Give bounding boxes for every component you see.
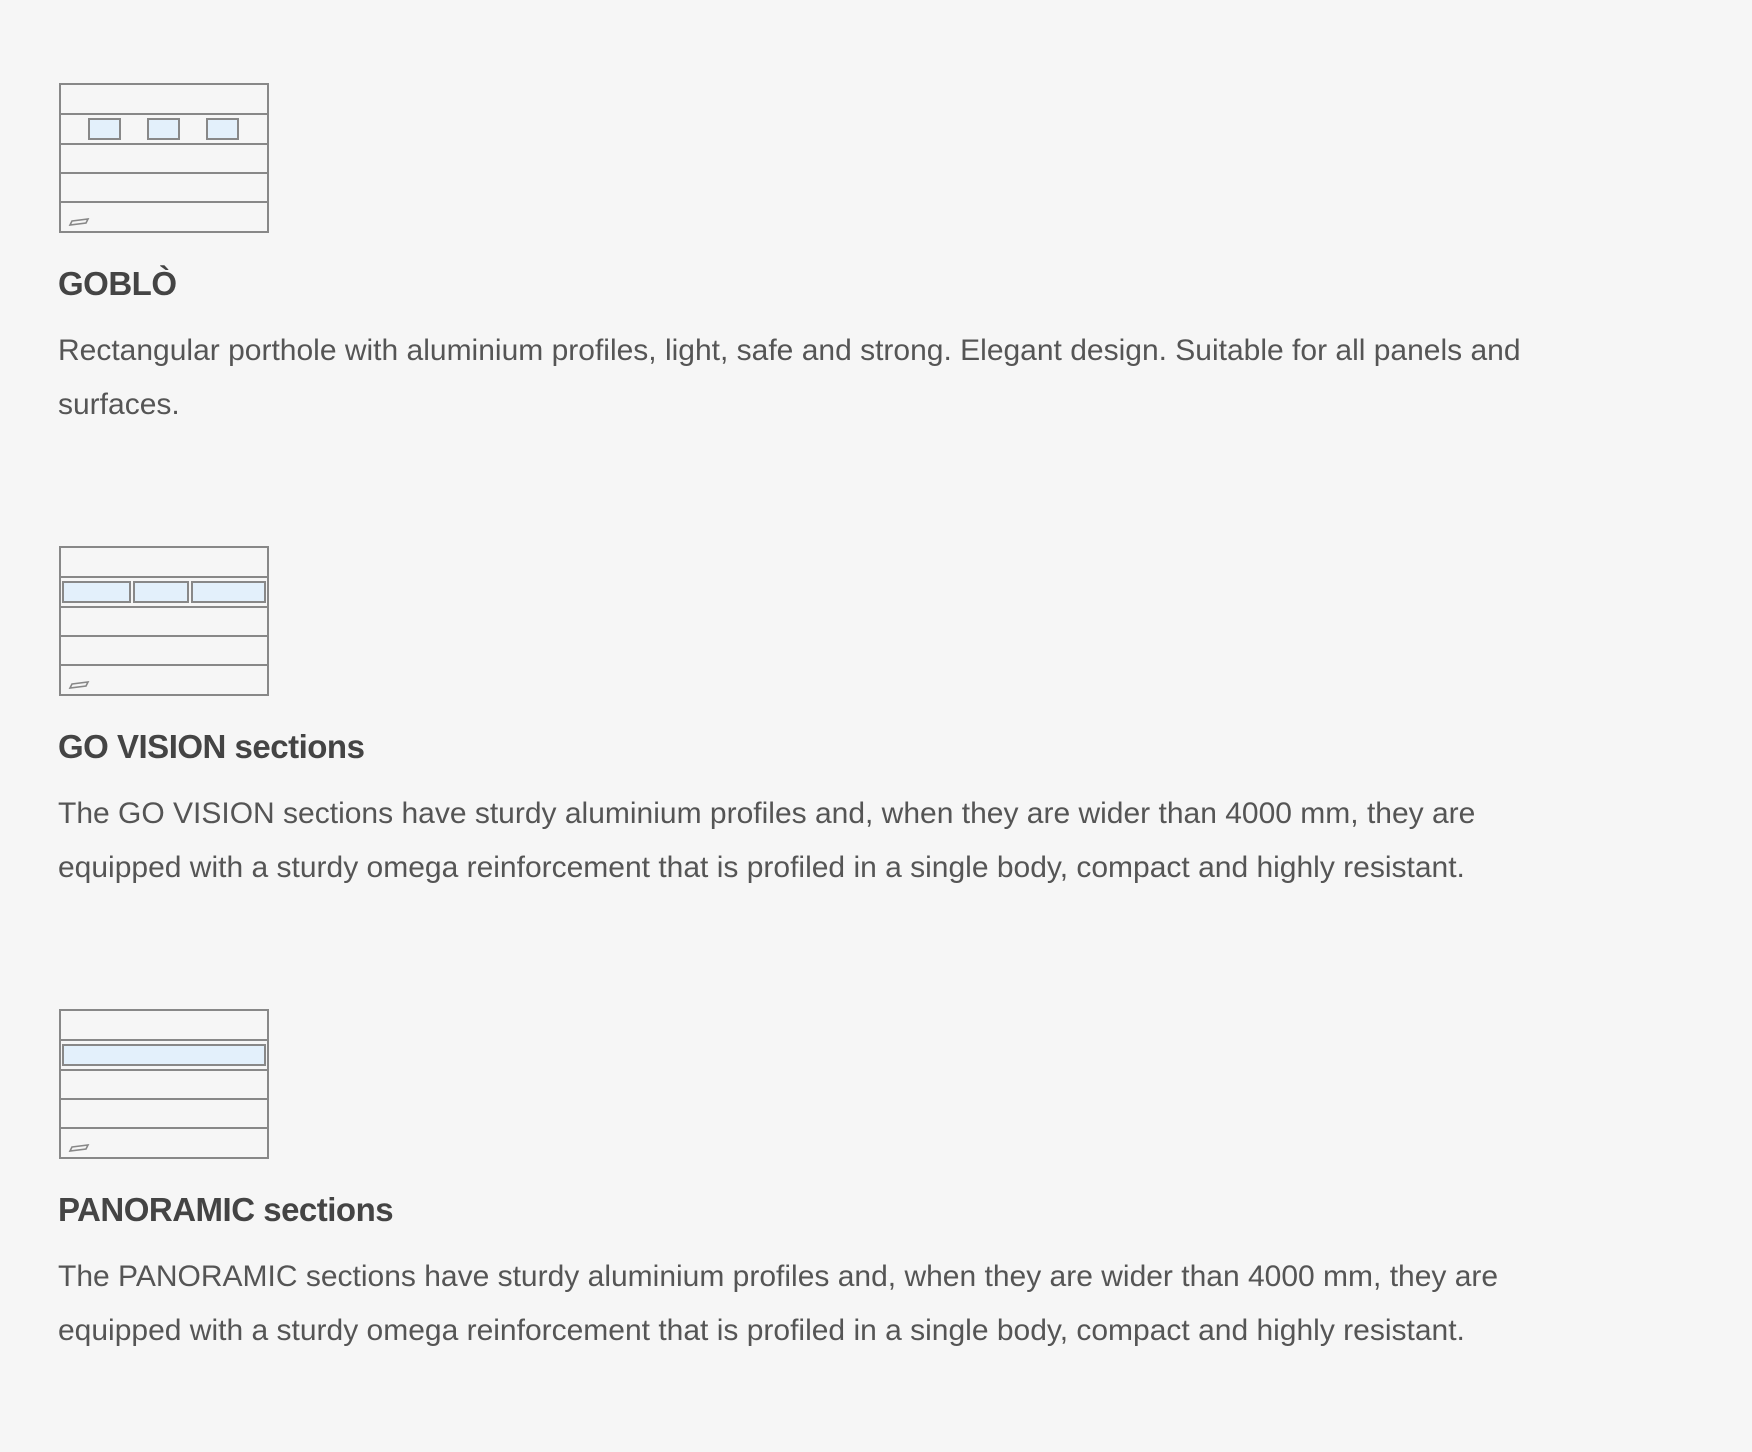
door-panoramic-sections-icon bbox=[58, 1008, 270, 1160]
product-panoramic bbox=[58, 1008, 1578, 1358]
product-goblo bbox=[58, 82, 1578, 432]
product-title: PANORAMIC sections bbox=[58, 1191, 394, 1228]
product-title: GOBLÒ bbox=[58, 265, 177, 302]
product-description: The GO VISION sections have sturdy aluminium profiles and, when they are wider than 4000 mm, they are equipped with a sturdy omega reinforcement that is profiled in a single body, compact and highly resistant. bbox=[58, 797, 1476, 884]
door-porthole-icon bbox=[58, 82, 270, 234]
product-title: GO VISION sections bbox=[58, 728, 365, 765]
door-vision-sections-icon bbox=[58, 545, 270, 697]
product-go-vision bbox=[58, 545, 1578, 895]
product-description: The PANORAMIC sections have sturdy aluminium profiles and, when they are wider than 4000 mm, they are equipped with a sturdy omega reinforcement that is profiled in a single body, compact and highly resistant. bbox=[58, 1260, 1499, 1347]
product-description: Rectangular porthole with aluminium profiles, light, safe and strong. Elegant design. Suitable for all panels and surfaces. bbox=[58, 334, 1521, 421]
